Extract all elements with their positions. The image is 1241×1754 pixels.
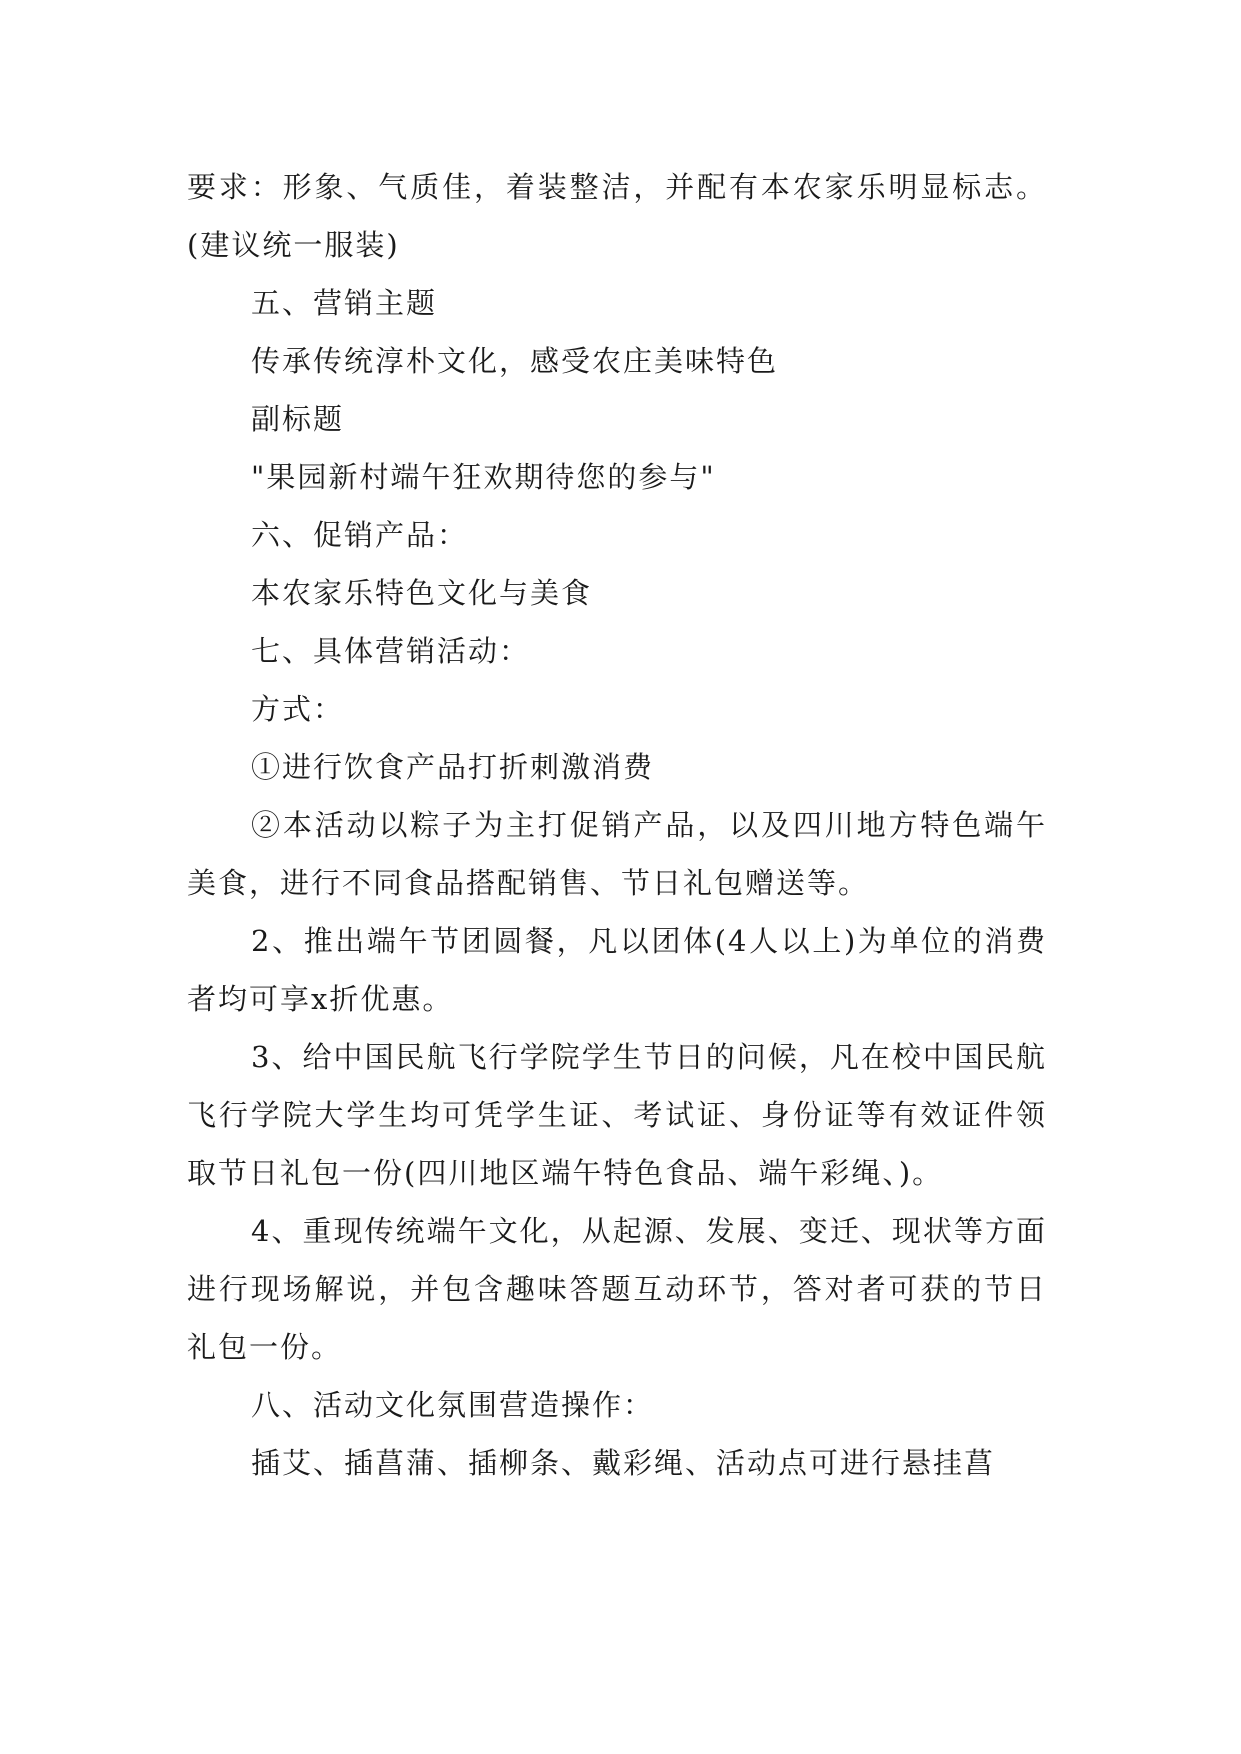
paragraph-item-4: 4、重现传统端午文化，从起源、发展、变迁、现状等方面进行现场解说，并包含趣味答题互动环节，答对者可获的节日礼包一份。: [187, 1214, 1047, 1364]
heading-marketing-activities: 七、具体营销活动：: [251, 634, 531, 668]
paragraph-atmosphere: 插艾、插菖蒲、插柳条、戴彩绳、活动点可进行悬挂菖: [251, 1446, 996, 1480]
heading-atmosphere: 八、活动文化氛围营造操作：: [251, 1388, 655, 1422]
document-body: [187, 158, 1047, 1492]
heading-marketing-theme: 五、营销主题: [251, 286, 438, 320]
paragraph-subtitle-label: 副标题: [251, 402, 345, 436]
paragraph-item-3: 3、给中国民航飞行学院学生节日的问候，凡在校中国民航飞行学院大学生均可凭学生证、考试证、身份证等有效证件领取节日礼包一份(四川地区端午特色食品、端午彩绳、)。: [187, 1040, 1047, 1190]
heading-promo-products: 六、促销产品：: [251, 518, 469, 552]
paragraph-theme-main: 传承传统淳朴文化，感受农庄美味特色: [251, 344, 779, 378]
paragraph-promo-products: 本农家乐特色文化与美食: [251, 576, 593, 610]
paragraph-requirements: 要求：形象、气质佳，着装整洁，并配有本农家乐明显标志。(建议统一服装): [187, 170, 1047, 262]
paragraph-method-2: ②本活动以粽子为主打促销产品，以及四川地方特色端午美食，进行不同食品搭配销售、节日礼包赠送等。: [187, 808, 1047, 900]
paragraph-method-label: 方式：: [251, 692, 345, 726]
paragraph-subtitle: "果园新村端午狂欢期待您的参与": [251, 460, 716, 494]
paragraph-method-1: ①进行饮食产品打折刺激消费: [251, 750, 655, 784]
paragraph-item-2: 2、推出端午节团圆餐，凡以团体(4人以上)为单位的消费者均可享x折优惠。: [187, 924, 1047, 1016]
